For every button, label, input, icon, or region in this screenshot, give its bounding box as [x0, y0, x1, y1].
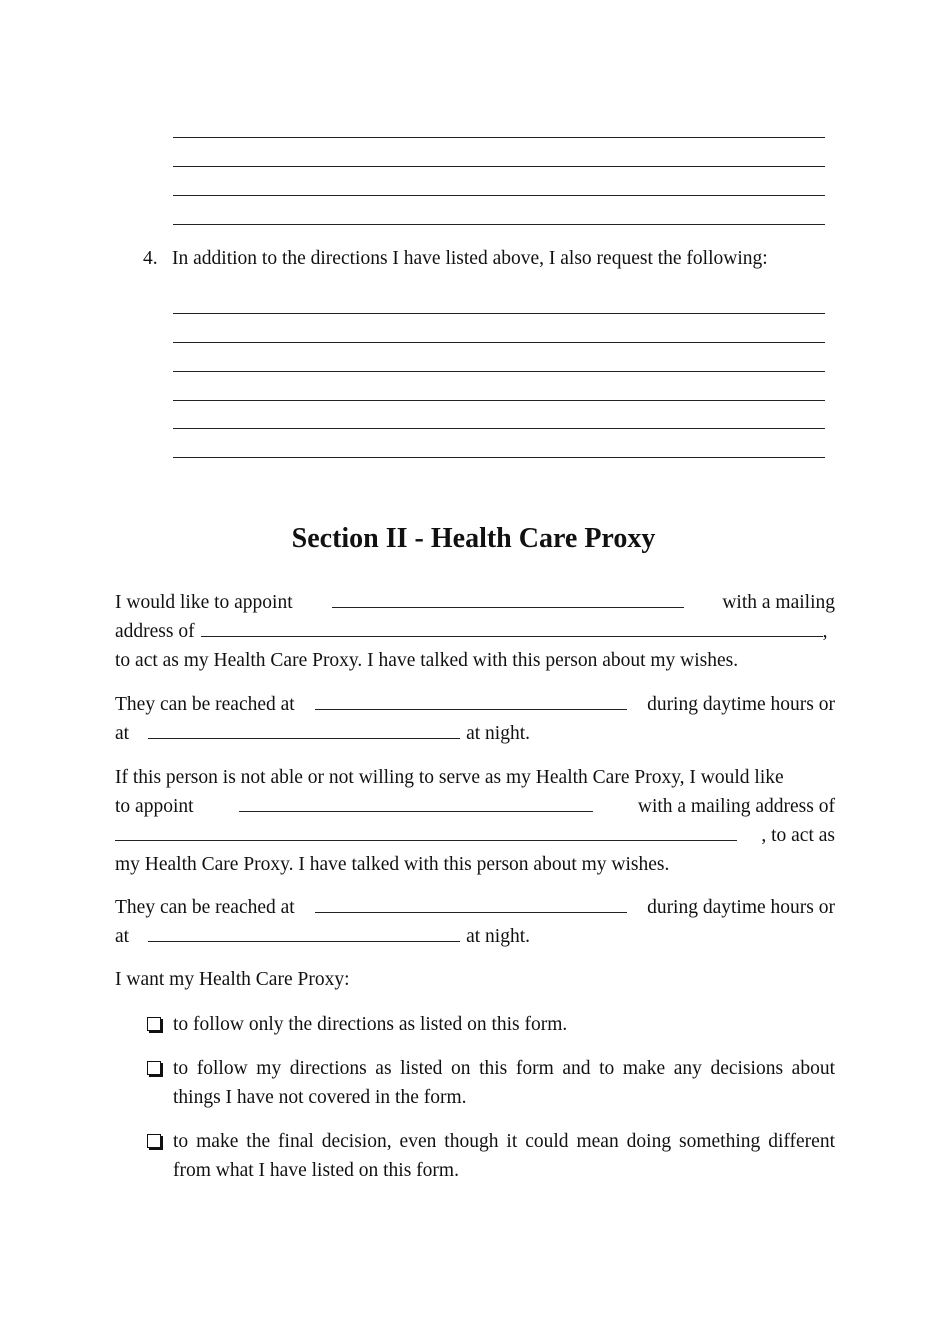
- daytime-label: during daytime hours or: [647, 694, 835, 715]
- proxy-closing-text: to act as my Health Care Proxy. I have talked with this person about my wishes.: [115, 650, 739, 671]
- request-line[interactable]: [173, 428, 825, 429]
- request-line[interactable]: [173, 457, 825, 458]
- item-4-text: In addition to the directions I have listed above, I also request the following:: [172, 248, 768, 269]
- request-line[interactable]: [173, 371, 825, 372]
- alternate-mailing-label: with a mailing address of: [637, 796, 835, 817]
- proxy-name-field[interactable]: [332, 588, 684, 608]
- alternate-proxy-address-field[interactable]: [115, 821, 737, 841]
- request-line[interactable]: [173, 400, 825, 401]
- alternate-proxy-name-field[interactable]: [239, 792, 593, 812]
- request-line[interactable]: [173, 342, 825, 343]
- option-text: to make the final decision, even though it could mean doing something different from what I have listed on this form.: [173, 1131, 835, 1181]
- alternate-closing-text: my Health Care Proxy. I have talked with this person about my wishes.: [115, 854, 670, 875]
- alternate-night-phone-field[interactable]: [148, 922, 460, 942]
- alternate-intro-text: If this person is not able or not willing to serve as my Health Care Proxy, I would like: [115, 767, 784, 788]
- proxy-contact: [115, 690, 835, 748]
- option-follow-and-decide[interactable]: [147, 1054, 835, 1112]
- address-label: address of: [115, 621, 195, 642]
- proxy-day-phone-field[interactable]: [315, 690, 627, 710]
- answer-line[interactable]: [173, 224, 825, 225]
- section-title: Section II - Health Care Proxy: [291, 523, 656, 554]
- alternate-night-label: at night.: [466, 926, 530, 947]
- proxy-paragraph: [115, 588, 835, 675]
- alternate-day-phone-field[interactable]: [315, 893, 627, 913]
- appoint-label: I would like to appoint: [115, 592, 293, 613]
- option-text: to follow my directions as listed on this form and to make any decisions about things I have not covered in the form.: [173, 1058, 835, 1108]
- reach-label: They can be reached at: [115, 694, 295, 715]
- address-comma: ,: [822, 621, 828, 642]
- proxy-instructions-heading: [115, 965, 835, 994]
- alternate-appoint-label: to appoint: [115, 796, 194, 817]
- option-final-decision[interactable]: [147, 1127, 835, 1185]
- proxy-night-phone-field[interactable]: [148, 719, 460, 739]
- alternate-at-label: at: [115, 926, 130, 947]
- answer-line[interactable]: [173, 195, 825, 196]
- request-line[interactable]: [173, 313, 825, 314]
- checkbox-icon[interactable]: [147, 1134, 161, 1148]
- option-text: to follow only the directions as listed on this form.: [173, 1014, 568, 1035]
- item-4-number: 4.: [143, 248, 158, 269]
- alternate-proxy-paragraph: [115, 763, 835, 879]
- proxy-instructions-heading-text: I want my Health Care Proxy:: [115, 969, 350, 990]
- alternate-proxy-contact: [115, 893, 835, 951]
- alternate-daytime-label: during daytime hours or: [647, 897, 835, 918]
- option-follow-only[interactable]: [147, 1010, 835, 1039]
- answer-line[interactable]: [173, 166, 825, 167]
- at-label: at: [115, 723, 130, 744]
- alternate-reach-label: They can be reached at: [115, 897, 295, 918]
- item-4: [143, 246, 768, 272]
- mailing-label: with a mailing: [722, 592, 835, 613]
- checkbox-icon[interactable]: [147, 1061, 161, 1075]
- alternate-act-label: , to act as: [761, 825, 835, 846]
- proxy-address-field[interactable]: [201, 617, 823, 637]
- checkbox-icon[interactable]: [147, 1017, 161, 1031]
- night-label: at night.: [466, 723, 530, 744]
- answer-line[interactable]: [173, 137, 825, 138]
